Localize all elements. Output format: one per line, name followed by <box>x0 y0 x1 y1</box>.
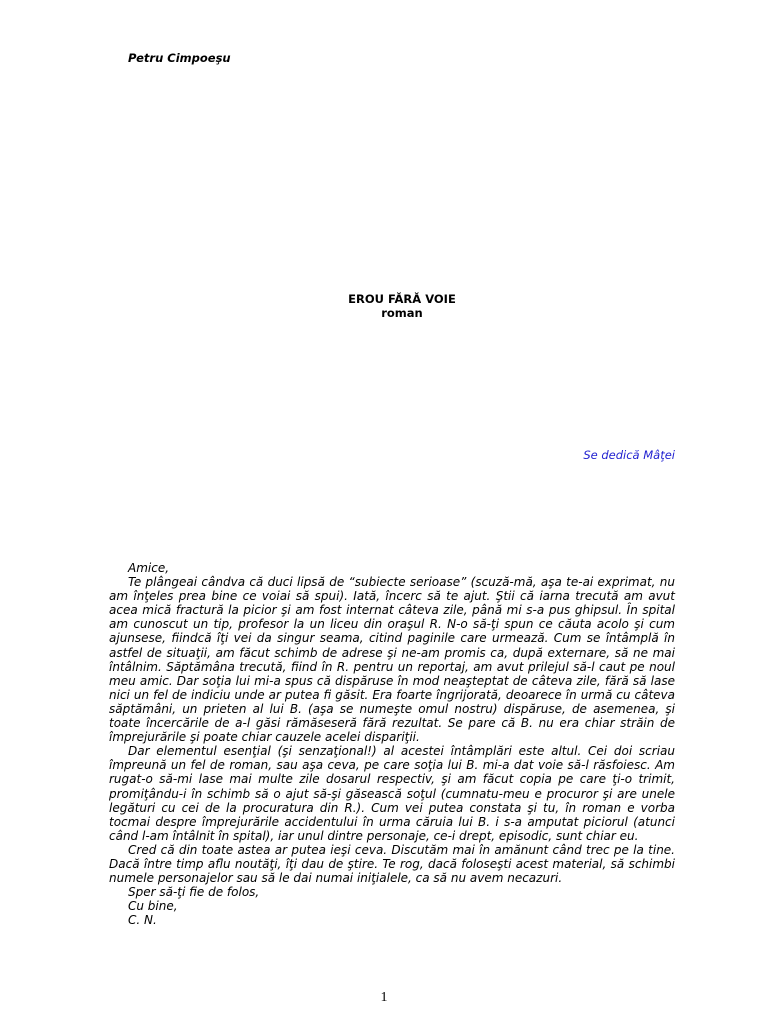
letter-greeting: Amice, <box>128 561 170 575</box>
book-subtitle: roman <box>381 306 423 320</box>
letter-paragraph-3: Cred că din toate astea ar putea ieşi ceva. Discutăm mai în amănunt când trec pe la tine. Dacă între timp aflu noutăţi, îţi dau de ştire. Te rog, dacă foloseşti acest material, să schimbi numele personajelor sau să le dai numai iniţialele, ca să nu avem necazuri. <box>109 842 675 886</box>
letter-paragraph-1: Te plângeai cândva că duci lipsă de “subiecte serioase” (scuză-mă, aşa te-ai exprimat, nu am înţeles prea bine ce voiai să spui). Iată, încerc să te ajut. Ştii că iarna trecută am avut acea mică fractură la picior şi am fost internat câteva zile, până mi s-a pus ghipsul. În spital am cunoscut un tip, profesor la un liceu din oraşul R. N-o să-ţi spun ce căuta acolo şi cum ajunsese, fiindcă îţi vei da singur seama, citind paginile care urmează. Cum se întâmplă în astfel de situaţii, am făcut schimb de adrese şi ne-am promis ca, după externare, să ne mai întâlnim. Săptămâna trecută, fiind în R. pentru un reportaj, am avut prilejul să-l caut pe noul meu amic. Dar soţia lui mi-a spus că dispăruse în mod neaşteptat de câteva zile, fără să lase nici un fel de indiciu unde ar putea fi găsit. Era foarte îngrijorată, deoarece în urmă cu câteva săptămâni, un prieten al lui B. (aşa se numeşte omul nostru) dispăruse, de asemenea, şi toate încercările de a-l găsi rămăseseră fără rezultat. Se pare că B. nu era chiar străin de împrejurările şi poate chiar cauzele acelei dispariţii. <box>109 575 675 745</box>
dedication: Se dedică Mâţei <box>583 448 675 462</box>
title-block <box>0 292 768 320</box>
letter-closing-wish: Sper să-ţi fie de folos, <box>128 885 260 900</box>
author-name: Petru Cimpoeşu <box>128 51 231 65</box>
letter-closing-regards: Cu bine, <box>128 899 178 914</box>
letter-paragraph-2: Dar elementul esenţial (şi senzaţional!) al acestei întâmplări este altul. Cei doi scriau împreună un fel de roman, sau aşa ceva, pe care soţia lui B. mi-a dat voie să-l răsfoiesc. Am rugat-o să-mi lase mai multe zile dosarul respectiv, şi am făcut copia pe care ţi-o trimit, promiţându-i în schimb să o ajut să-şi găsească soţul (cumnatu-meu e procuror şi are unele legături cu cei de la procuratura din R.). Cum vei putea constata şi tu, în roman e vorba tocmai despre împrejurările accidentului în urma căruia lui B. i s-a amputat piciorul (atunci când l-am întâlnit în spital), iar unul dintre personaje, ce-i drept, episodic, sunt chiar eu. <box>109 744 675 843</box>
page-number: 1 <box>380 990 388 1005</box>
book-title: EROU FĂRĂ VOIE <box>348 292 456 306</box>
letter-body <box>109 561 675 927</box>
letter-signature: C. N. <box>128 913 157 928</box>
